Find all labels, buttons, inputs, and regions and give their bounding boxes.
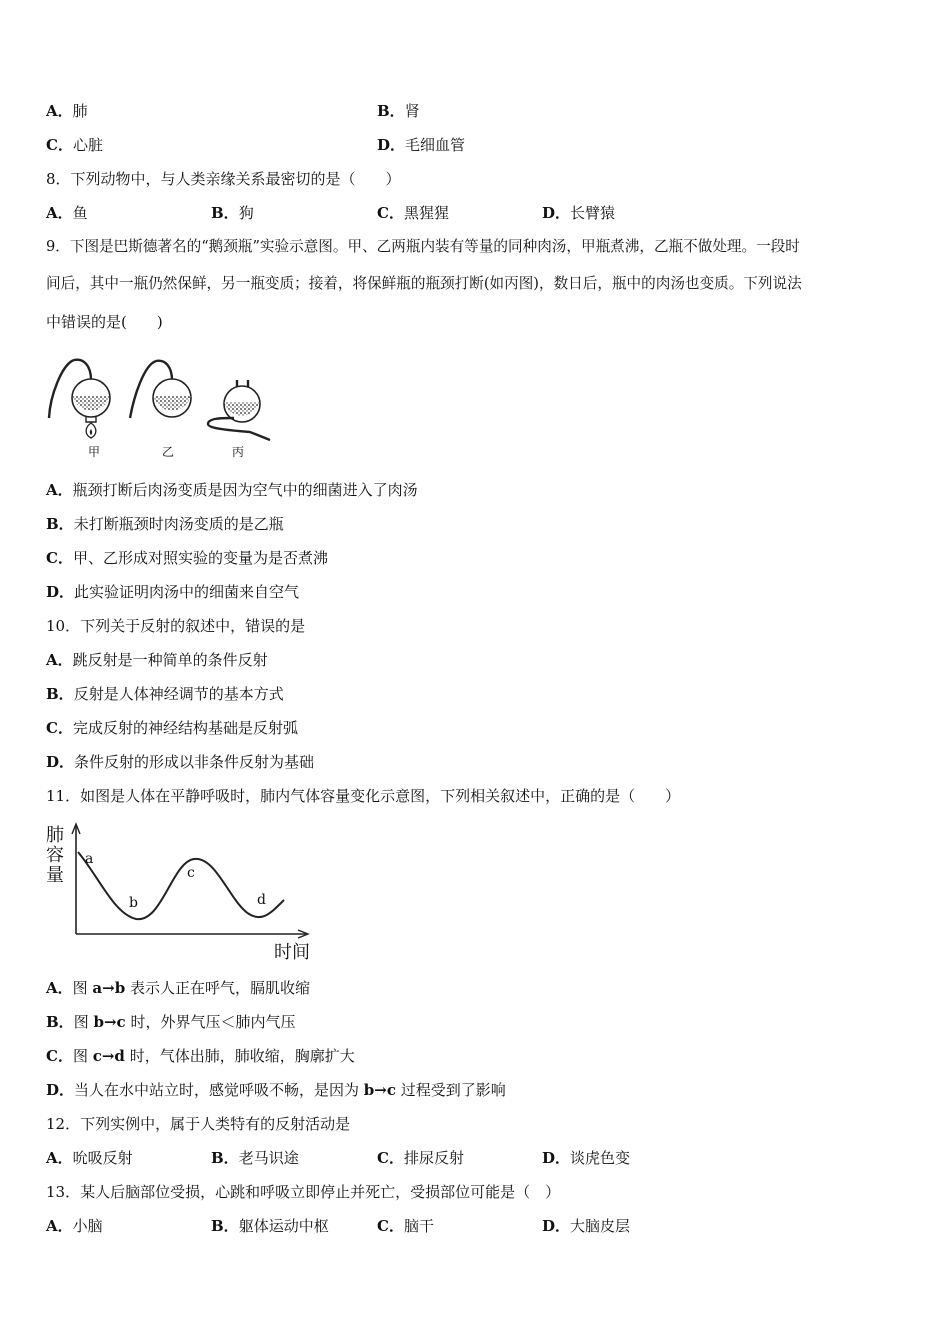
option-label: B． (46, 685, 74, 703)
option-label: C． (377, 204, 404, 222)
option-text: 躯体运动中枢 (238, 1217, 329, 1235)
option-label: A． (46, 1217, 73, 1235)
q10-option-c (46, 718, 298, 738)
q9-option-c (46, 548, 328, 568)
option-label: B． (377, 102, 405, 120)
q8-option-b (211, 203, 254, 223)
option-label: A． (46, 979, 73, 997)
q7-option-d (377, 135, 465, 155)
option-text-bold: c→d (92, 1047, 125, 1065)
option-text-post: 过程受到了影响 (396, 1081, 506, 1099)
q13-option-c (377, 1216, 434, 1236)
option-text-bold: a→b (92, 979, 126, 997)
option-label: A． (46, 102, 73, 120)
option-text: 肾 (404, 102, 420, 120)
option-text: 条件反射的形成以非条件反射为基础 (74, 753, 315, 771)
option-text: 鱼 (72, 204, 88, 222)
option-text: 脑干 (403, 1217, 434, 1235)
option-text: 完成反射的神经结构基础是反射弧 (72, 719, 298, 737)
option-label: D． (542, 1217, 571, 1235)
option-text-bold: b→c (363, 1081, 396, 1099)
option-label: C． (377, 1217, 404, 1235)
option-text: 黑猩猩 (403, 204, 449, 222)
option-text-post: 表示人正在呼气，膈肌收缩 (125, 979, 310, 997)
option-text: 长臂猿 (570, 204, 616, 222)
q10-option-a (46, 650, 268, 670)
option-label: A． (46, 1149, 73, 1167)
option-label: D． (542, 1149, 571, 1167)
q12-stem: 12．下列实例中，属于人类特有的反射活动是 (46, 1115, 351, 1133)
option-text: 反射是人体神经调节的基本方式 (73, 685, 284, 703)
option-text-pre: 图 (73, 1013, 94, 1031)
q13-option-b (211, 1216, 329, 1236)
swan-neck-flask-figure (44, 356, 280, 462)
figure-label-yi: 乙 (162, 445, 175, 459)
option-label: A． (46, 481, 73, 499)
flask-jia (49, 360, 110, 438)
option-label: A． (46, 204, 73, 222)
q9-stem-line-1: 9．下图是巴斯德著名的“鹅颈瓶”实验示意图。甲、乙两瓶内装有等量的同种肉汤，甲瓶煮沸，乙瓶不做处理。一段时 (46, 238, 800, 255)
q10-option-d (46, 752, 314, 772)
option-text: 毛细血管 (405, 136, 466, 154)
q9-stem-line-2: 间后，其中一瓶仍然保鲜，另一瓶变质；接着，将保鲜瓶的瓶颈打断(如丙图)，数日后，瓶中的肉汤也变质。下列说法 (46, 275, 802, 292)
q8-option-d (542, 203, 615, 223)
option-label: C． (377, 1149, 404, 1167)
q13-option-a (46, 1216, 103, 1236)
option-text: 此实验证明肉汤中的细菌来自空气 (74, 583, 300, 601)
option-text: 大脑皮层 (570, 1217, 631, 1235)
option-label: B． (211, 1149, 239, 1167)
option-text-post: 时，气体出肺，肺收缩，胸廓扩大 (124, 1047, 355, 1065)
option-text: 谈虎色变 (570, 1149, 631, 1167)
option-label: B． (46, 515, 74, 533)
y-axis-label-char-2: 容 (46, 845, 64, 866)
point-label-d: d (257, 892, 266, 908)
figure-label-bing: 丙 (232, 445, 245, 459)
option-text: 心脏 (72, 136, 103, 154)
q11-stem: 11．如图是人体在平静呼吸时，肺内气体容量变化示意图，下列相关叙述中，正确的是（ ） (46, 787, 681, 805)
q7-option-c (46, 135, 103, 155)
option-text-pre: 图 (72, 979, 93, 997)
option-text: 小脑 (72, 1217, 103, 1235)
flask-yi (130, 361, 191, 418)
y-axis-label-char-3: 量 (46, 865, 64, 886)
q7-option-a (46, 101, 88, 121)
option-label: C． (46, 1047, 73, 1065)
lung-volume-curve (78, 852, 284, 919)
option-text: 老马识途 (238, 1149, 299, 1167)
option-text-bold: b→c (93, 1013, 126, 1031)
q9-option-a (46, 480, 418, 500)
option-label: D． (46, 753, 75, 771)
lung-volume-chart (44, 822, 324, 964)
q12-option-d (542, 1148, 630, 1168)
q7-option-b (377, 101, 420, 121)
q11-option-c (46, 1046, 355, 1066)
q8-stem: 8．下列动物中，与人类亲缘关系最密切的是（ ） (46, 170, 401, 188)
q12-option-a (46, 1148, 133, 1168)
option-label: A． (46, 651, 73, 669)
q9-option-d (46, 582, 299, 602)
option-label: B． (211, 1217, 239, 1235)
q9-stem-line-3: 中错误的是( ) (46, 313, 163, 331)
q13-stem: 13．某人后脑部位受损，心跳和呼吸立即停止并死亡，受损部位可能是（ ） (46, 1183, 561, 1201)
x-axis-label: 时间 (274, 942, 310, 963)
q12-option-c (377, 1148, 464, 1168)
point-label-a: a (85, 851, 94, 867)
q11-option-b (46, 1012, 295, 1032)
option-label: C． (46, 719, 73, 737)
y-axis-label-char-1: 肺 (46, 825, 64, 846)
option-text: 未打断瓶颈时肉汤变质的是乙瓶 (73, 515, 284, 533)
option-text: 狗 (238, 204, 254, 222)
option-label: C． (46, 549, 73, 567)
q11-option-a (46, 978, 310, 998)
option-label: B． (46, 1013, 74, 1031)
option-text: 肺 (72, 102, 88, 120)
option-text: 甲、乙形成对照实验的变量为是否煮沸 (72, 549, 328, 567)
option-text: 跳反射是一种简单的条件反射 (72, 651, 268, 669)
option-label: D． (46, 1081, 75, 1099)
option-text-post: 时，外界气压＜肺内气压 (125, 1013, 296, 1031)
option-text: 瓶颈打断后肉汤变质是因为空气中的细菌进入了肉汤 (72, 481, 418, 499)
option-text: 吮吸反射 (72, 1149, 133, 1167)
option-label: D． (46, 583, 75, 601)
option-label: B． (211, 204, 239, 222)
option-text: 排尿反射 (403, 1149, 464, 1167)
q11-option-d (46, 1080, 506, 1100)
option-text-pre: 图 (72, 1047, 93, 1065)
q8-option-c (377, 203, 449, 223)
option-label: D． (542, 204, 571, 222)
q12-option-b (211, 1148, 299, 1168)
q10-stem: 10．下列关于反射的叙述中，错误的是 (46, 617, 306, 635)
option-label: C． (46, 136, 73, 154)
option-text-pre: 当人在水中站立时，感觉呼吸不畅，是因为 (74, 1081, 364, 1099)
q13-option-d (542, 1216, 630, 1236)
q10-option-b (46, 684, 284, 704)
option-label: D． (377, 136, 406, 154)
figure-label-jia: 甲 (88, 445, 101, 459)
flask-bing (208, 380, 270, 440)
point-label-b: b (129, 895, 138, 911)
q9-option-b (46, 514, 284, 534)
q8-option-a (46, 203, 88, 223)
point-label-c: c (187, 865, 195, 881)
